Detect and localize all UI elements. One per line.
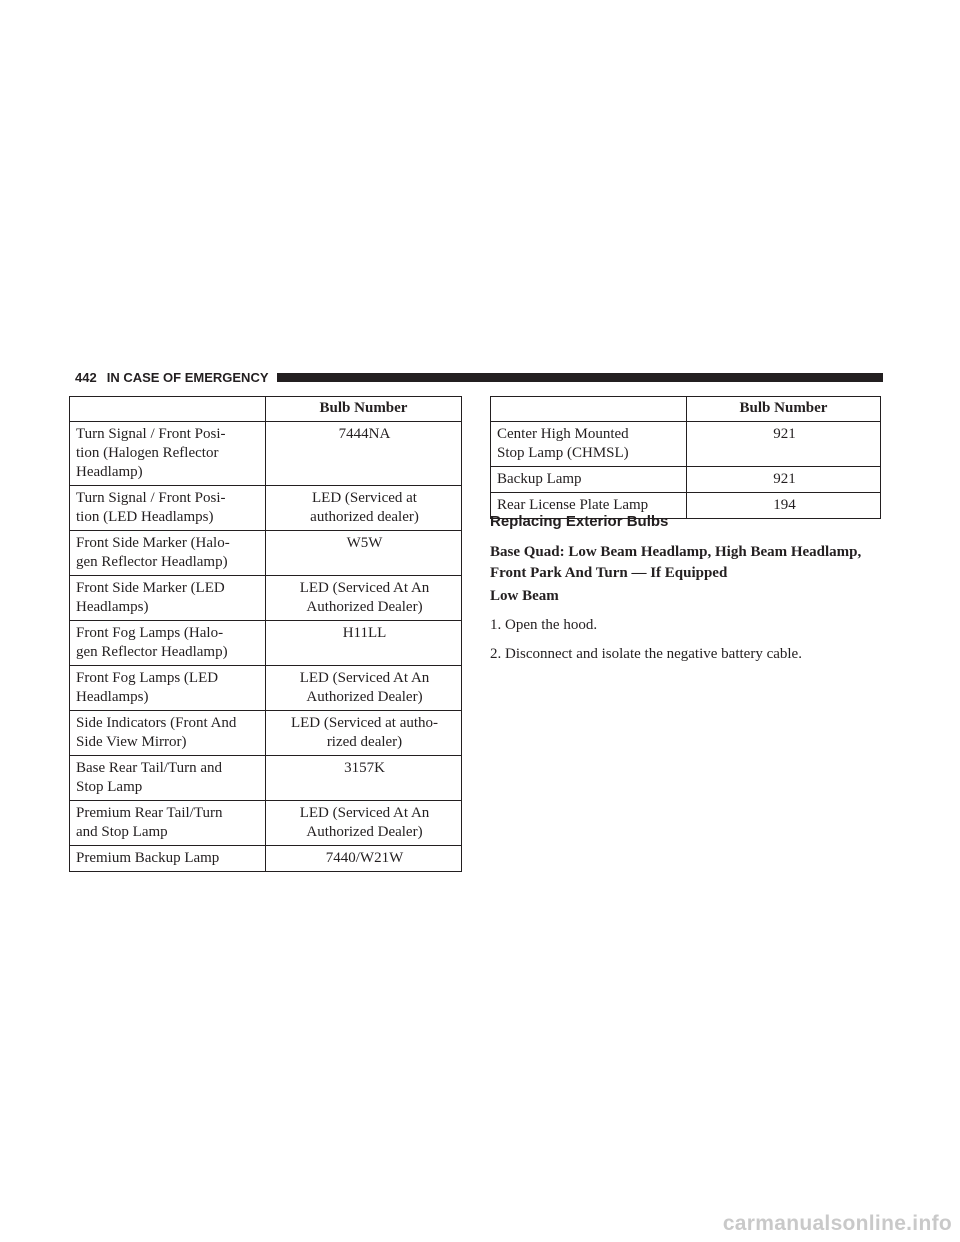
bulb-table-right (490, 396, 881, 519)
lamp-name-cell: Front Fog Lamps (Halo- gen Reflector Headlamp) (70, 621, 266, 666)
lamp-name-cell: Front Side Marker (Halo- gen Reflector Headlamp) (70, 531, 266, 576)
lamp-name-cell: Front Fog Lamps (LED Headlamps) (70, 666, 266, 711)
lamp-name-cell: Premium Backup Lamp (70, 846, 266, 872)
table-row (70, 486, 462, 531)
step-open-hood: 1. Open the hood. (490, 617, 598, 633)
table-header-item (70, 397, 266, 422)
bulb-number-cell: W5W (266, 531, 462, 576)
table-header-bulb-number: Bulb Number (687, 397, 881, 422)
bulb-number-cell: LED (Serviced at authorized dealer) (266, 486, 462, 531)
watermark-text: carmanualsonline.info (722, 1212, 952, 1235)
header-rule (277, 373, 884, 382)
bulb-number-cell: 921 (687, 422, 881, 467)
subsection-heading: Base Quad: Low Beam Headlamp, High Beam Headlamp, Front Park And Turn — If Equipped (490, 544, 862, 581)
bulb-number-cell: LED (Serviced At An Authorized Dealer) (266, 666, 462, 711)
lamp-name-cell: Premium Rear Tail/Turn and Stop Lamp (70, 801, 266, 846)
running-section-title: IN CASE OF EMERGENCY (106, 370, 269, 385)
bulb-number-cell: 7440/W21W (266, 846, 462, 872)
table-row (70, 621, 462, 666)
table-header-row (70, 397, 462, 422)
page-header (75, 369, 883, 386)
section-heading: Replacing Exterior Bulbs (490, 513, 669, 530)
lamp-name-cell: Center High Mounted Stop Lamp (CHMSL) (491, 422, 687, 467)
table-header-row (491, 397, 881, 422)
lamp-name-cell: Front Side Marker (LED Headlamps) (70, 576, 266, 621)
table-row (70, 801, 462, 846)
table-row (70, 531, 462, 576)
bulb-number-cell: LED (Serviced at autho- rized dealer) (266, 711, 462, 756)
table-row (70, 422, 462, 486)
bulb-number-cell: LED (Serviced At An Authorized Dealer) (266, 576, 462, 621)
table-row (70, 756, 462, 801)
table-row (70, 711, 462, 756)
bulb-number-cell: LED (Serviced At An Authorized Dealer) (266, 801, 462, 846)
lamp-name-cell: Rear License Plate Lamp (491, 493, 687, 519)
table-header-item (491, 397, 687, 422)
table-row (491, 422, 881, 467)
table-row (70, 576, 462, 621)
bulb-number-cell: 194 (687, 493, 881, 519)
table-row (491, 467, 881, 493)
table-header-bulb-number: Bulb Number (266, 397, 462, 422)
low-beam-label: Low Beam (490, 588, 559, 604)
bulb-number-cell: 3157K (266, 756, 462, 801)
bulb-number-cell: 7444NA (266, 422, 462, 486)
table-row (70, 666, 462, 711)
lamp-name-cell: Base Rear Tail/Turn and Stop Lamp (70, 756, 266, 801)
bulb-number-cell: H11LL (266, 621, 462, 666)
lamp-name-cell: Side Indicators (Front And Side View Mirror) (70, 711, 266, 756)
table-row (70, 846, 462, 872)
lamp-name-cell: Turn Signal / Front Posi- tion (Halogen Reflector Headlamp) (70, 422, 266, 486)
lamp-name-cell: Backup Lamp (491, 467, 687, 493)
bulb-number-cell: 921 (687, 467, 881, 493)
page-number: 442 (75, 370, 97, 385)
bulb-table-right-body (491, 422, 881, 519)
bulb-table-left-body (70, 422, 462, 872)
lamp-name-cell: Turn Signal / Front Posi- tion (LED Headlamps) (70, 486, 266, 531)
step-disconnect-battery: 2. Disconnect and isolate the negative battery cable. (490, 646, 802, 662)
bulb-table-left (69, 396, 462, 872)
